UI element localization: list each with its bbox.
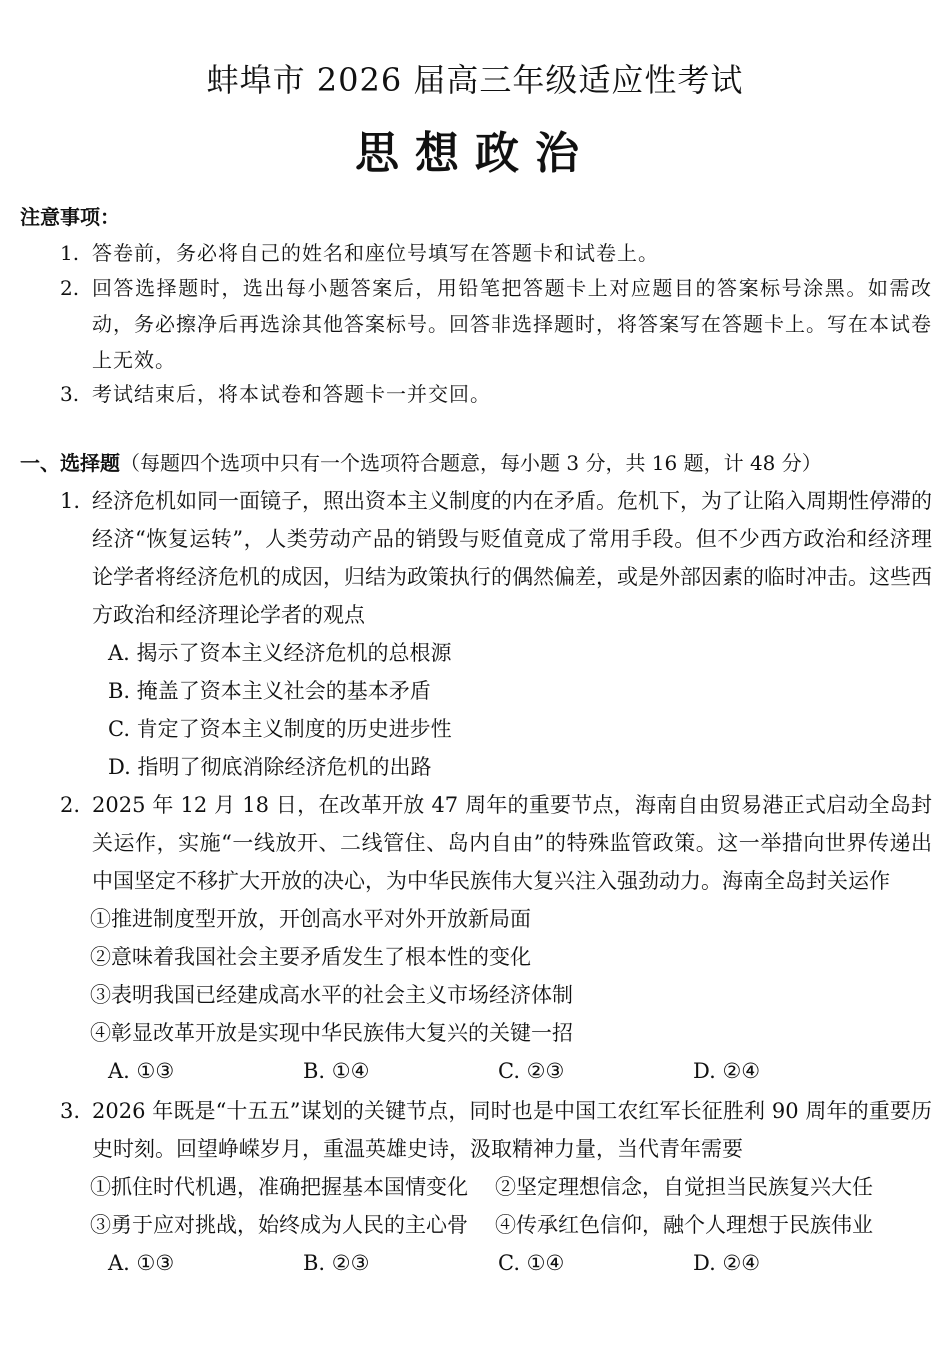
notice-item-number: 2.	[60, 276, 80, 300]
answer-choices	[108, 1052, 932, 1090]
question-stem: 2025 年 12 月 18 日，在改革开放 47 周年的重要节点，海南自由贸易港正式启动全岛封关运作，实施“一线放开、二线管住、岛内自由”的特殊监管政策。这一举措向世界传递出中国坚定不移扩大开放的决心，为中华民族伟大复兴注入强劲动力。海南全岛封关运作	[92, 793, 932, 893]
choice-c: C. ①④	[498, 1251, 565, 1275]
statement-row	[90, 1168, 932, 1206]
notice-item	[60, 376, 932, 412]
notice-item-text: 考试结束后，将本试卷和答题卡一并交回。	[92, 382, 491, 406]
choice-b: B. ①④	[303, 1059, 370, 1083]
section-title: 一、选择题	[20, 451, 120, 475]
statement-4: ④彰显改革开放是实现中华民族伟大复兴的关键一招	[90, 1021, 573, 1045]
question-2	[60, 786, 932, 1090]
choice-c: C. ②③	[498, 1059, 565, 1083]
statement-4: ④传承红色信仰，融个人理想于民族伟业	[495, 1213, 873, 1237]
subject-title: 思想政治	[355, 128, 595, 179]
question-number: 3.	[60, 1099, 81, 1123]
question-number: 1.	[60, 489, 81, 513]
answer-choices	[108, 1244, 932, 1282]
choice-a: A. ①③	[108, 1059, 175, 1083]
question-3	[60, 1092, 932, 1282]
question-stem: 2026 年既是“十五五”谋划的关键节点，同时也是中国工农红军长征胜利 90 周年的重要历史时刻。回望峥嵘岁月，重温英雄史诗，汲取精神力量，当代青年需要	[92, 1099, 932, 1161]
question-stem: 经济危机如同一面镜子，照出资本主义制度的内在矛盾。危机下，为了让陷入周期性停滞的经济“恢复运转”，人类劳动产品的销毁与贬值竟成了常用手段。但不少西方政治和经济理论学者将经济危机的成因，归结为政策执行的偶然偏差，或是外部因素的临时冲击。这些西方政治和经济理论学者的观点	[92, 489, 932, 627]
option-c: C. 肯定了资本主义制度的历史进步性	[108, 717, 452, 741]
statement-row	[90, 1206, 932, 1244]
section-heading	[20, 447, 930, 479]
notice-item	[60, 235, 932, 271]
statement-2: ②意味着我国社会主要矛盾发生了根本性的变化	[90, 945, 531, 969]
statement-3: ③表明我国已经建成高水平的社会主义市场经济体制	[90, 983, 573, 1007]
option-a: A. 揭示了资本主义经济危机的总根源	[108, 641, 452, 665]
notice-heading: 注意事项：	[20, 205, 120, 229]
choice-d: D. ②④	[693, 1251, 761, 1275]
section-note: （每题四个选项中只有一个选项符合题意，每小题 3 分，共 16 题，计 48 分）	[120, 451, 822, 475]
question-number: 2.	[60, 793, 81, 817]
choice-b: B. ②③	[303, 1251, 370, 1275]
option-d: D. 指明了彻底消除经济危机的出路	[108, 755, 432, 779]
statement-3: ③勇于应对挑战，始终成为人民的主心骨	[90, 1213, 468, 1237]
notice-item-number: 3.	[60, 382, 80, 406]
exam-title: 蚌埠市 2026 届高三年级适应性考试	[206, 61, 744, 99]
notice-item-number: 1.	[60, 241, 80, 265]
choice-d: D. ②④	[693, 1059, 761, 1083]
statement-1: ①推进制度型开放，开创高水平对外开放新局面	[90, 907, 531, 931]
statement-2: ②坚定理想信念，自觉担当民族复兴大任	[495, 1175, 873, 1199]
notice-item	[60, 270, 932, 378]
option-b: B. 掩盖了资本主义社会的基本矛盾	[108, 679, 431, 703]
notice-item-text: 答卷前，务必将自己的姓名和座位号填写在答题卡和试卷上。	[92, 241, 659, 265]
choice-a: A. ①③	[108, 1251, 175, 1275]
question-1	[60, 482, 932, 786]
notice-item-text: 回答选择题时，选出每小题答案后，用铅笔把答题卡上对应题目的答案标号涂黑。如需改动，务必擦净后再选涂其他答案标号。回答非选择题时，将答案写在答题卡上。写在本试卷上无效。	[92, 276, 932, 372]
statement-1: ①抓住时代机遇，准确把握基本国情变化	[90, 1175, 468, 1199]
